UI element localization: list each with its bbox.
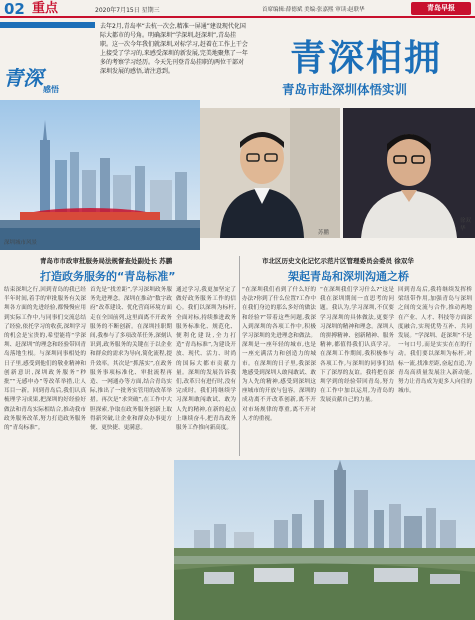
- column-tag-sub: 感悟: [43, 85, 59, 94]
- article-divider: [239, 256, 240, 456]
- column-tag: [3, 62, 69, 102]
- portrait-image-1: [200, 108, 340, 238]
- column-tag-main: 青深: [3, 66, 43, 90]
- issue-date: 2020年7月15日 星期三: [95, 7, 160, 14]
- intro-text: 去年2月,青岛率“去杭一次会,精准一屏通”建设现代化国际大都市的号角。明确深圳“学深圳,赶深圳”,青岛挂职。这一次今年我们就深圳,对标学习,赶着在工作上干会上接受了学习的,来感受深圳的新发展,完美地聚焦了一年多的考察学习经历。今天先刊登青岛挂职的两位干部对深圳发展的感悟,请注意到。: [100, 23, 248, 75]
- article1-column-3: 通过学习,我更加坚定了做好政务服务工作的信心。我们以深圳为标杆,全面对标,持续推进政务服务标准化、规范化、便利化建设,全力打造“青岛标准”,为建设开放、现代、活力、时尚的国际大都市贡献力量。深圳的发展告诉我们,改革只有进行时,没有完成时。我们将继续学习深圳敢闯敢试、敢为人先的精神,在新的起点上继续奋斗,把青岛政务服务工作推向新高度。: [176, 287, 236, 432]
- portrait-caption-2: 徐双华: [460, 218, 472, 232]
- main-subheadline: 青岛市赴深圳体悟实训: [282, 82, 408, 97]
- aerial-city-image: [174, 460, 475, 620]
- city-skyline-photo: [0, 100, 200, 250]
- main-headline: 青深相拥: [290, 38, 443, 79]
- city-photo-caption: 深圳城市风景: [4, 240, 38, 246]
- article1-column-1: 结束深圳之行,回到青岛的我已经半年时间,着手的审批服务有关深圳各方面的先进经验,都慢慢应用到实际工作中,与同事们交流总结了经验,依托学习的收获,深圳学习的机会是宝贵的,希望能将“学深圳、赶深圳”的理念和经验带回青岛落地生根。与深圳同事相处的日子里,感受到他们的敬业精神和创新意识,深圳政务服务“秒批”“无感申办”等改革举措,让人耳目一新。回到青岛后,我们认真梳理学习成果,把深圳的好经验好做法和青岛实际相结合,推动我市政务服务改革,努力打造政务服务的“青岛标准”。: [4, 287, 86, 432]
- article1-column-2: 首先是“找差距”,学习深圳政务服务先进理念。深圳在推动“数字政府”改革建设、优化营商环境方面走在全国前列,这里面离不开政务服务的不断创新。在深圳挂职期间,我参与了多项改革任务,深刻认识到,政务服务的关键在于以企业和群众的需求为导向,简化流程,提升效率。其次是“抓落实”,在政务服务事项标准化、审批流程再造、一网通办等方面,结合青岛实际,推出了一批务实管用的改革举措。再次是“求突破”,在工作中大胆探索,争取在政务服务创新上取得新突破,让企业和群众办事更方便、更快捷、更满意。: [90, 287, 172, 432]
- page-number: 02: [4, 0, 25, 18]
- article1-byline: 青岛市市政审批服务局法规督查处副处长 苏鹏: [40, 257, 173, 265]
- editor-credits: 首席编辑:薛德斌 美编:张嘉熙 审读:赵联华: [262, 7, 365, 13]
- article2-byline: 市北区历史文化记忆示范片区管理委员会委员 徐双华: [262, 257, 414, 265]
- shenzhen-aerial-photo: [174, 460, 475, 620]
- portrait-xu-shuanghua: [343, 108, 475, 238]
- page-header: [0, 0, 475, 18]
- article2-column-1: “在深圳我们看到了什么好的办法?你到了什么位置?工作中在我们身边的那么多好的做法和经验?”带着这些问题,我深入到深圳的各项工作中,积极学习深圳的先进理念和做法。深圳是一座年轻的城市,也是一座充满活力和创造力的城市。在深圳的日子里,我深深地感受到深圳人敢闯敢试、敢为人先的精神,感受到深圳这座城市的开放与包容。深圳的成功离不开改革创新,离不开对市场规律的尊重,离不开对人才的重视。: [242, 287, 316, 422]
- section-title: 重点: [32, 1, 59, 16]
- intro-accent-bar: [0, 22, 95, 28]
- portrait-su-peng: [200, 108, 340, 238]
- article2-column-2: “在深圳我们学习什么?”这是我在深圳期间一直思考的问题。我认为,学习深圳,不仅要学习深圳的具体做法,更要学习深圳的精神和理念。深圳人的拼搏精神、创新精神、服务精神,都值得我们认真学习。在深圳工作期间,我积极参与各项工作,与深圳的同事们结下了深厚的友谊。我将把在深圳学到的经验带回青岛,努力在工作中加以运用,为青岛的发展贡献自己的力量。: [320, 287, 394, 404]
- article2-column-3: 回到青岛后,我将继续发挥桥梁纽带作用,加强青岛与深圳之间的交流与合作,推动两地在产业、人才、科技等方面深度融合,实现优势互补、共同发展。“学深圳、赶深圳”不是一句口号,而是实实在在的行动。我们要以深圳为标杆,对标一流,找准差距,奋起直追,为青岛高质量发展注入新动能,努力让青岛成为更多人向往的城市。: [398, 287, 472, 395]
- city-skyline-image: [0, 100, 200, 250]
- portrait-caption-1: 苏鹏: [318, 230, 330, 236]
- portrait-image-2: [343, 108, 475, 238]
- article2-title: 架起青岛和深圳沟通之桥: [288, 270, 409, 283]
- masthead-logo: 青岛早报: [411, 2, 471, 15]
- article1-title: 打造政务服务的“青岛标准”: [40, 270, 176, 283]
